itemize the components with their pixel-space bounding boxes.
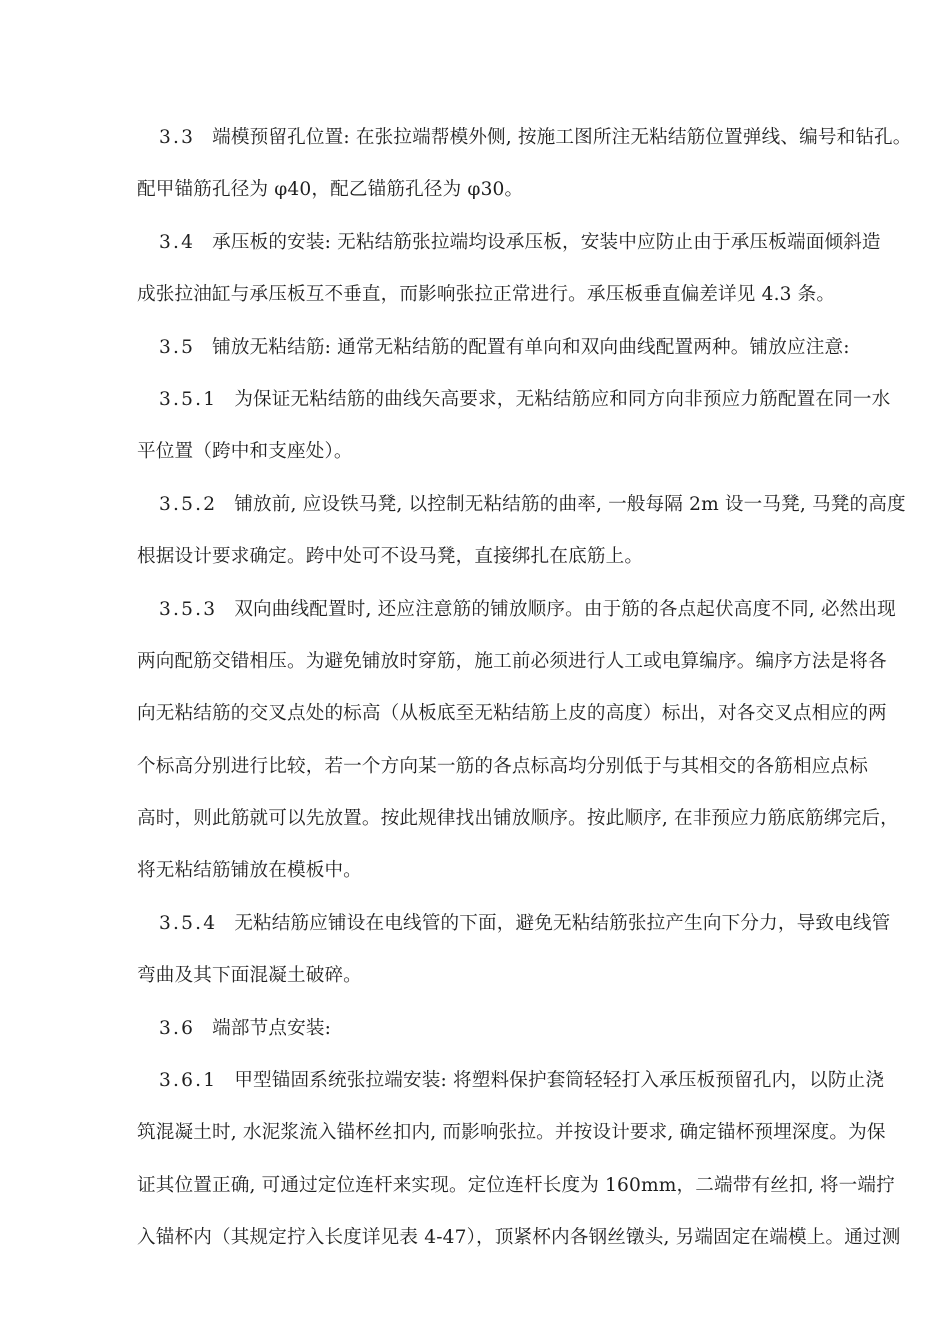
clause-3-5-text-1: 铺放无粘结筋: 通常无粘结筋的配置有单向和双向曲线配置两种。铺放应注意: bbox=[212, 336, 850, 358]
clause-3-5-3-line-3 bbox=[137, 688, 887, 740]
clause-3-5-1-text-2: 平位置（跨中和支座处）。 bbox=[137, 441, 353, 463]
clause-3-5-2-text-2: 根据设计要求确定。跨中处可不设马凳，直接绑扎在底筋上。 bbox=[137, 546, 644, 568]
document-body bbox=[137, 112, 912, 1265]
clause-3-6-line-1 bbox=[137, 1003, 818, 1055]
clause-number-3-5-3: 3.5.3 bbox=[159, 598, 218, 620]
clause-3-5-3-text-5: 高时，则此筋就可以先放置。按此规律找出铺放顺序。按此顺序, 在非预应力筋底筋绑完后， bbox=[137, 808, 899, 830]
clause-3-5-3-line-1 bbox=[137, 584, 896, 636]
clause-3-3-text-2: 配甲锚筋孔径为 φ40，配乙锚筋孔径为 φ30。 bbox=[137, 179, 524, 201]
clause-3-4-line-1 bbox=[137, 217, 881, 269]
clause-3-5-1-text-1: 为保证无粘结筋的曲线矢高要求，无粘结筋应和同方向非预应力筋配置在同一水 bbox=[234, 388, 891, 410]
clause-3-3-line-1 bbox=[137, 112, 912, 164]
clause-3-5-4-text-2: 弯曲及其下面混凝土破碎。 bbox=[137, 965, 362, 987]
clause-3-5-3-text-4: 个标高分别进行比较，若一个方向某一筋的各点标高均分别低于与其相交的各筋相应点标 bbox=[137, 755, 869, 777]
clause-3-5-4 bbox=[137, 898, 891, 1003]
clause-number-3-5: 3.5 bbox=[159, 336, 196, 358]
clause-3-6-1-line-4 bbox=[137, 1212, 901, 1264]
clause-3-5-2-line-2 bbox=[137, 531, 818, 583]
clause-3-5-1-line-1 bbox=[137, 374, 891, 426]
clause-3-5-line-1 bbox=[137, 322, 850, 374]
clause-3-5-4-line-2 bbox=[137, 950, 818, 1002]
clause-3-4-text-1: 承压板的安装: 无粘结筋张拉端均设承压板，安装中应防止由于承压板端面倾斜造 bbox=[212, 231, 881, 253]
clause-3-4-text-2: 成张拉油缸与承压板互不垂直，而影响张拉正常进行。承压板垂直偏差详见 4.3 条。 bbox=[137, 284, 836, 306]
clause-3-6-1-text-1: 甲型锚固系统张拉端安装: 将塑料保护套筒轻轻打入承压板预留孔内，以防止浇 bbox=[234, 1070, 885, 1092]
clause-number-3-5-4: 3.5.4 bbox=[159, 912, 218, 934]
clause-number-3-4: 3.4 bbox=[159, 231, 196, 253]
clause-3-5-3-line-2 bbox=[137, 636, 887, 688]
clause-3-6-1 bbox=[137, 1055, 901, 1265]
clause-3-5-3 bbox=[137, 584, 899, 898]
clause-3-6-text-1: 端部节点安装: bbox=[212, 1017, 332, 1039]
clause-3-6-1-text-2: 筑混凝土时, 水泥浆流入锚杯丝扣内, 而影响张拉。并按设计要求, 确定锚杯预埋深度。为保 bbox=[137, 1122, 886, 1144]
clause-3-3-text-1: 端模预留孔位置: 在张拉端帮模外侧, 按施工图所注无粘结筋位置弹线、编号和钻孔。 bbox=[212, 127, 912, 148]
clause-3-4 bbox=[137, 217, 881, 322]
clause-3-5-3-text-6: 将无粘结筋铺放在模板中。 bbox=[137, 860, 362, 882]
clause-3-3 bbox=[137, 112, 912, 217]
clause-3-5-2-line-1 bbox=[137, 479, 906, 531]
clause-3-5-3-line-5 bbox=[137, 793, 899, 845]
clause-3-6 bbox=[137, 1003, 818, 1055]
clause-number-3-5-2: 3.5.2 bbox=[159, 493, 218, 515]
clause-3-6-1-text-3: 证其位置正确, 可通过定位连杆来实现。定位连杆长度为 160mm，二端带有丝扣, 将一端拧 bbox=[137, 1174, 895, 1196]
clause-3-6-1-text-4: 入锚杯内（其规定拧入长度详见表 4-47），顶紧杯内各钢丝镦头, 另端固定在端模上。通过测 bbox=[137, 1227, 901, 1249]
clause-3-5-3-text-1: 双向曲线配置时, 还应注意筋的铺放顺序。由于筋的各点起伏高度不同, 必然出现 bbox=[234, 598, 896, 620]
clause-3-5-1 bbox=[137, 374, 891, 479]
clause-3-6-1-line-1 bbox=[137, 1055, 885, 1107]
clause-number-3-5-1: 3.5.1 bbox=[159, 388, 218, 410]
clause-3-6-1-line-3 bbox=[137, 1160, 895, 1212]
clause-3-5-4-line-1 bbox=[137, 898, 891, 950]
clause-3-5-2 bbox=[137, 479, 906, 584]
clause-3-5-1-line-2 bbox=[137, 426, 818, 478]
clause-3-5-3-text-3: 向无粘结筋的交叉点处的标高（从板底至无粘结筋上皮的高度）标出，对各交叉点相应的两 bbox=[137, 703, 887, 725]
clause-3-5-3-line-6 bbox=[137, 845, 818, 897]
clause-number-3-6-1: 3.6.1 bbox=[159, 1070, 218, 1092]
clause-3-5-2-text-1: 铺放前, 应设铁马凳, 以控制无粘结筋的曲率, 一般每隔 2m 设一马凳, 马凳的高度 bbox=[234, 493, 906, 515]
clause-number-3-6: 3.6 bbox=[159, 1017, 196, 1039]
clause-3-5-4-text-1: 无粘结筋应铺设在电线管的下面，避免无粘结筋张拉产生向下分力，导致电线管 bbox=[234, 912, 891, 934]
clause-3-6-1-line-2 bbox=[137, 1107, 886, 1159]
clause-3-5 bbox=[137, 322, 850, 374]
clause-3-3-line-2 bbox=[137, 164, 818, 216]
clause-3-5-3-line-4 bbox=[137, 741, 869, 793]
clause-3-5-3-text-2: 两向配筋交错相压。为避免铺放时穿筋，施工前必须进行人工或电算编序。编序方法是将各 bbox=[137, 650, 887, 672]
clause-number-3-3: 3.3 bbox=[159, 127, 196, 148]
clause-3-4-line-2 bbox=[137, 269, 836, 321]
